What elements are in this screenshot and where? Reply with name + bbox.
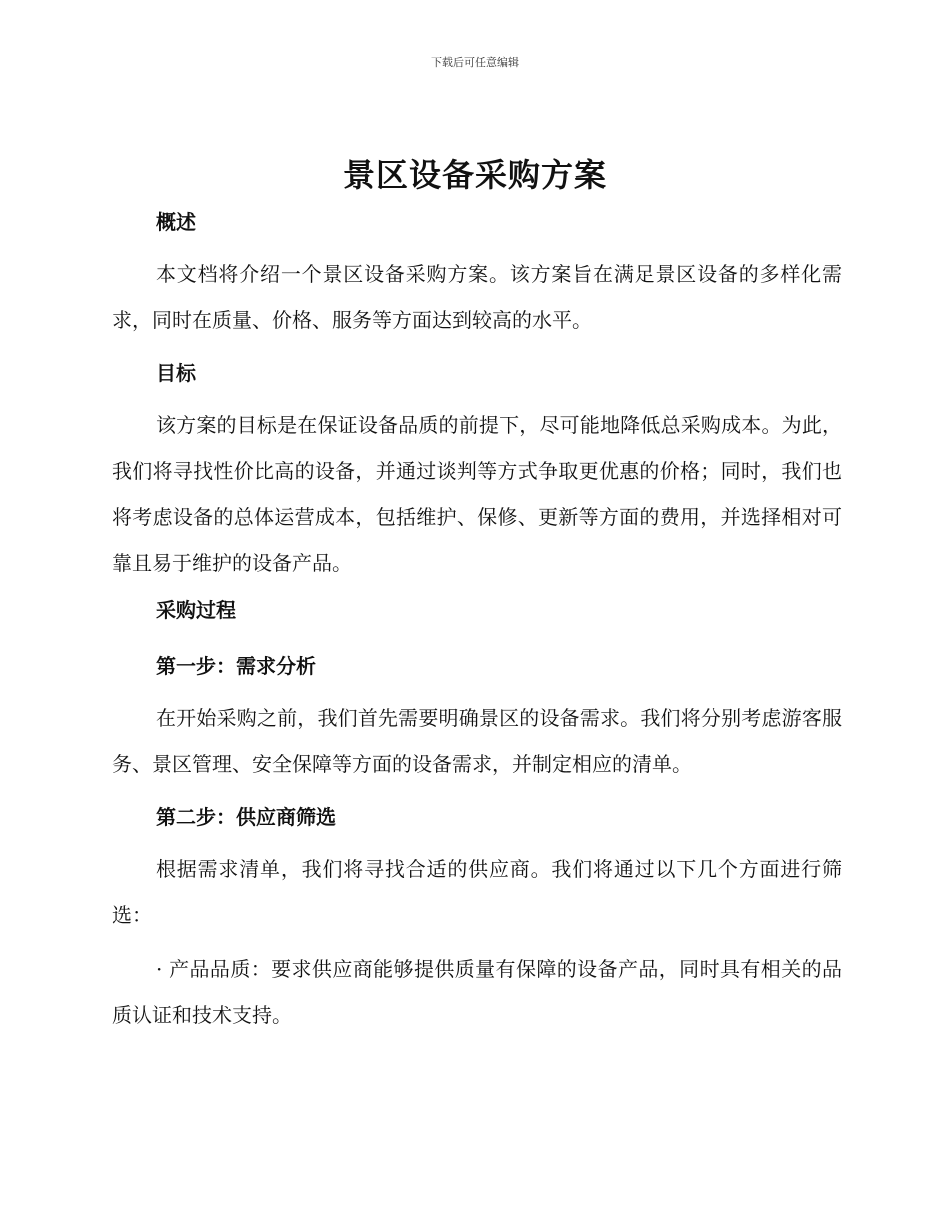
section-heading-goal: 目标	[156, 361, 196, 385]
paragraph-step2: 根据需求清单，我们将寻找合适的供应商。我们将通过以下几个方面进行筛选：	[112, 857, 842, 927]
paragraph-goal: 该方案的目标是在保证设备品质的前提下，尽可能地降低总采购成本。为此，我们将寻找性价比高的设备，并通过谈判等方式争取更优惠的价格；同时，我们也将考虑设备的总体运营成本，包括维护、保修、更新等方面的费用，并选择相对可靠且易于维护的设备产品。	[112, 413, 842, 575]
paragraph-overview: 本文档将介绍一个景区设备采购方案。该方案旨在满足景区设备的多样化需求，同时在质量、价格、服务等方面达到较高的水平。	[112, 262, 842, 332]
section-heading-step1: 第一步：需求分析	[156, 654, 316, 678]
list-item-product-quality: · 产品品质：要求供应商能够提供质量有保障的设备产品，同时具有相关的品质认证和技术支持。	[112, 957, 842, 1027]
paragraph-step1: 在开始采购之前，我们首先需要明确景区的设备需求。我们将分别考虑游客服务、景区管理、安全保障等方面的设备需求，并制定相应的清单。	[112, 706, 842, 776]
document-title: 景区设备采购方案	[342, 156, 607, 194]
section-heading-step2: 第二步：供应商筛选	[156, 805, 336, 829]
page-header-note: 下载后可任意编辑	[431, 56, 519, 69]
section-heading-overview: 概述	[156, 210, 196, 234]
section-heading-process: 采购过程	[156, 598, 236, 622]
